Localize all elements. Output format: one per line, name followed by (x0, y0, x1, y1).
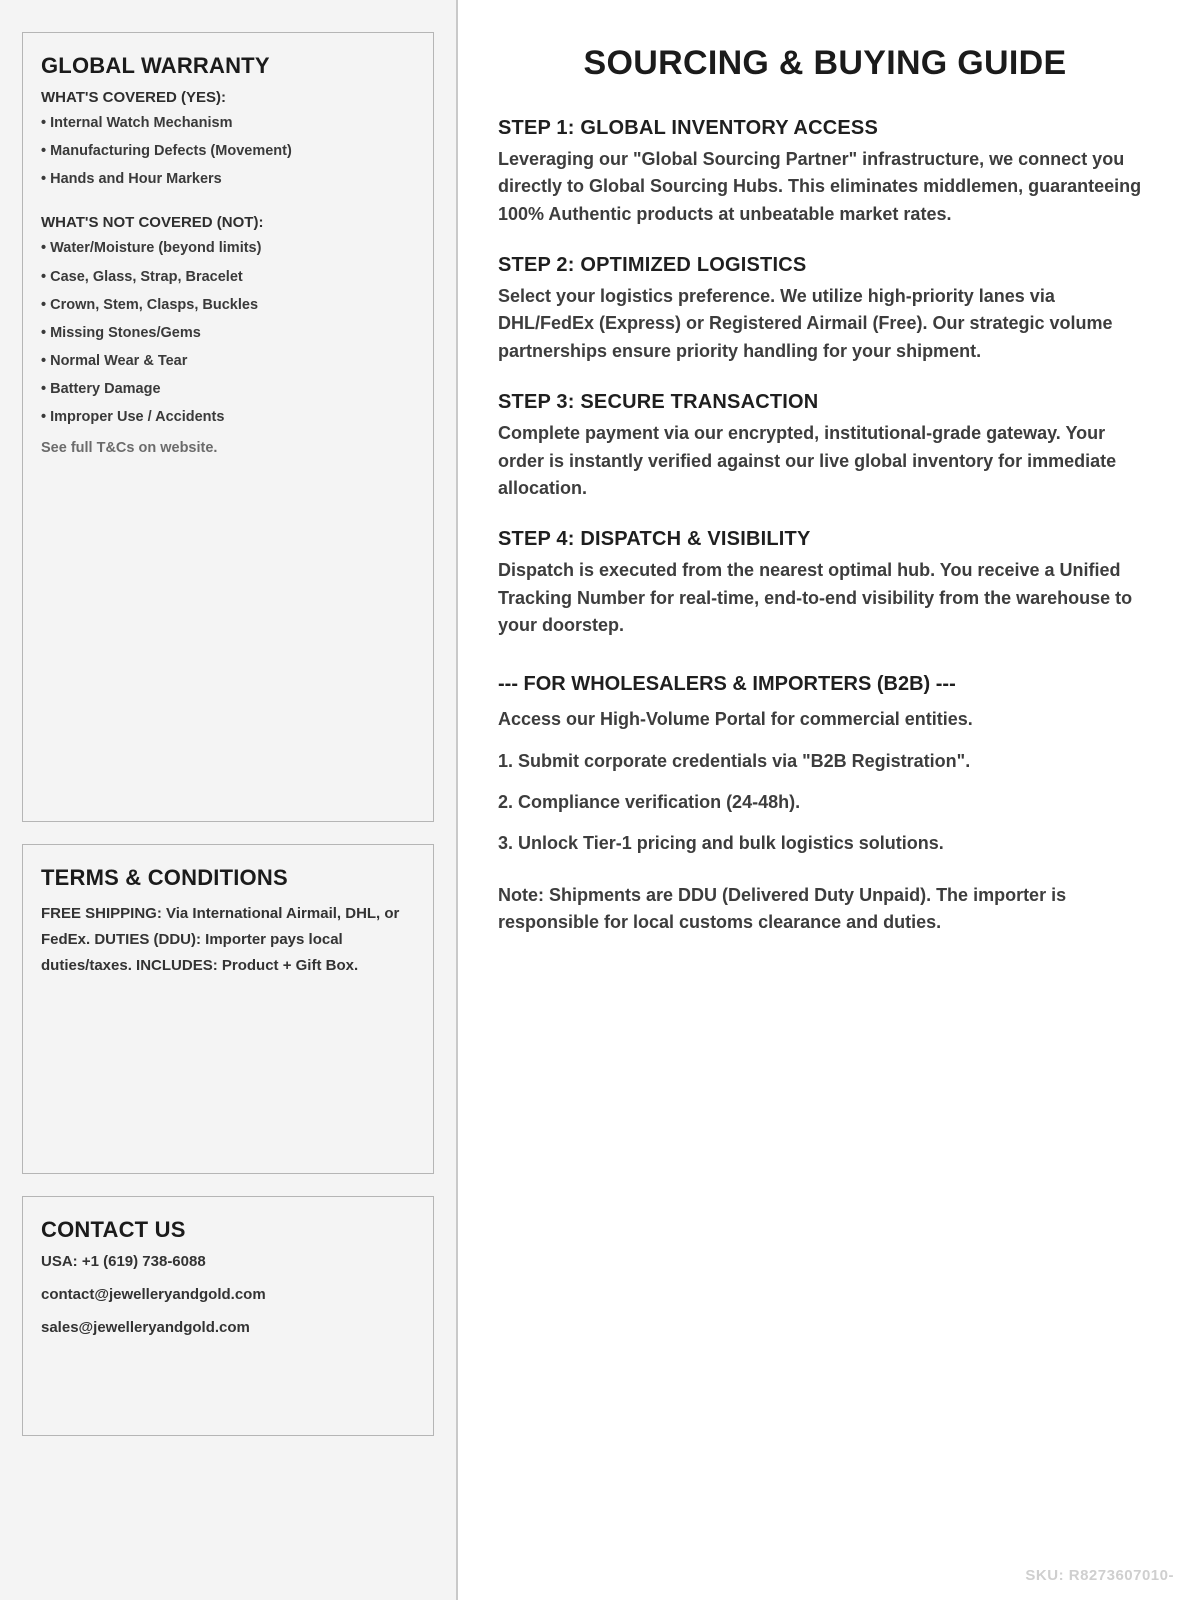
step-heading: STEP 2: OPTIMIZED LOGISTICS (498, 254, 807, 277)
step-body: Select your logistics preference. We utilize high-priority lanes via DHL/FedEx (Express) or Registered Airmail (Free). Our strategic volume partnerships ensure priority handling for your shipment. (498, 286, 1113, 361)
guide-panel (458, 0, 1200, 1600)
b2b-note: Note: Shipments are DDU (Delivered Duty Unpaid). The importer is responsible for local customs clearance and duties. (498, 884, 1067, 933)
warranty-title: GLOBAL WARRANTY (41, 53, 270, 78)
b2b-section-heading: --- FOR WHOLESALERS & IMPORTERS (B2B) --- (498, 673, 956, 696)
step-heading: STEP 3: SECURE TRANSACTION (498, 391, 819, 414)
sku-label: SKU: R8273607010- (1025, 1567, 1174, 1584)
terms-title: TERMS & CONDITIONS (41, 865, 288, 890)
contact-phone: USA: +1 (619) 738-6088 (41, 1253, 206, 1270)
spacer (41, 198, 415, 214)
global-warranty-card (22, 32, 434, 822)
step-body: Dispatch is executed from the nearest optimal hub. You receive a Unified Tracking Number for real-time, end-to-end visibility from the warehouse to your doorstep. (498, 560, 1133, 635)
terms-conditions-card (22, 844, 434, 1174)
left-sidebar (0, 0, 458, 1600)
list-item: • Battery Damage (41, 381, 161, 397)
step-heading: STEP 4: DISPATCH & VISIBILITY (498, 528, 811, 551)
contact-email-primary: contact@jewelleryandgold.com (41, 1286, 266, 1303)
list-item: • Case, Glass, Strap, Bracelet (41, 268, 243, 285)
list-item: 1. Submit corporate credentials via "B2B Registration". (498, 750, 971, 771)
warranty-not-covered-heading: WHAT'S NOT COVERED (NOT): (41, 214, 264, 232)
contact-title: CONTACT US (41, 1217, 186, 1242)
list-item: • Hands and Hour Markers (41, 171, 222, 188)
list-item: • Internal Watch Mechanism (41, 115, 233, 131)
step-heading: STEP 1: GLOBAL INVENTORY ACCESS (498, 117, 878, 139)
guide-step-1 (498, 117, 1152, 228)
warranty-covered-heading: WHAT'S COVERED (YES): (41, 89, 226, 106)
list-item: • Improper Use / Accidents (41, 409, 225, 426)
list-item: • Water/Moisture (beyond limits) (41, 240, 262, 257)
contact-us-card (22, 1196, 434, 1436)
page-title: SOURCING & BUYING GUIDE (583, 44, 1067, 82)
list-item: • Missing Stones/Gems (41, 324, 201, 341)
guide-step-3 (498, 391, 1152, 502)
b2b-intro: Access our High-Volume Portal for commercial entities. (498, 709, 973, 730)
terms-body: FREE SHIPPING: Via International Airmail, DHL, or FedEx. DUTIES (DDU): Importer pays local duties/taxes. INCLUDES: Product + Gift Box. (41, 905, 400, 974)
contact-email-sales: sales@jewelleryandgold.com (41, 1319, 250, 1336)
warranty-footnote: See full T&Cs on website. (41, 440, 218, 457)
list-item: 2. Compliance verification (24-48h). (498, 792, 801, 813)
guide-step-2 (498, 254, 1152, 365)
guide-step-4 (498, 528, 1152, 639)
step-body: Leveraging our "Global Sourcing Partner" infrastructure, we connect you directly to Global Sourcing Hubs. This eliminates middlemen, guaranteeing 100% Authentic products at unbeatable market rates. (498, 149, 1142, 224)
list-item: • Normal Wear & Tear (41, 352, 188, 369)
list-item: 3. Unlock Tier-1 pricing and bulk logistics solutions. (498, 833, 944, 854)
step-body: Complete payment via our encrypted, institutional-grade gateway. Your order is instantly verified against our live global inventory for immediate allocation. (498, 423, 1117, 498)
list-item: • Crown, Stem, Clasps, Buckles (41, 296, 259, 313)
list-item: • Manufacturing Defects (Movement) (41, 143, 292, 160)
